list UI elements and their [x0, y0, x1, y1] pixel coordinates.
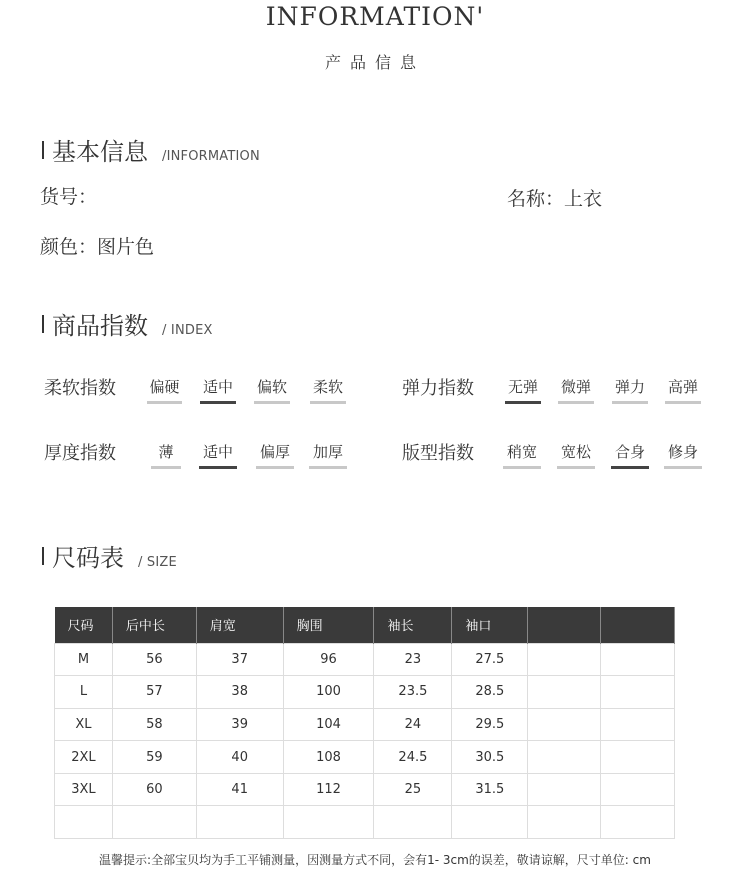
table-cell — [528, 741, 601, 774]
table-cell: 58 — [112, 708, 196, 741]
size-table-header — [55, 607, 675, 643]
header-cell: 胸围 — [283, 607, 374, 643]
table-cell: 100 — [283, 676, 374, 709]
index-option: 适中 — [200, 376, 236, 404]
table-cell: 2XL — [55, 741, 113, 774]
index-option: 偏硬 — [147, 376, 182, 404]
index-option: 无弹 — [505, 376, 541, 404]
index-option: 微弹 — [558, 376, 594, 404]
table-row — [55, 741, 675, 774]
section-basic-zh: 基本信息 — [52, 138, 148, 166]
table-cell: XL — [55, 708, 113, 741]
table-cell: 40 — [196, 741, 283, 774]
table-cell: L — [55, 676, 113, 709]
index-option: 稍宽 — [503, 441, 541, 469]
table-cell: 24.5 — [374, 741, 452, 774]
index-label-softness: 柔软指数 — [44, 378, 116, 399]
section-size-en: / SIZE — [138, 555, 177, 570]
table-cell — [528, 806, 601, 839]
table-row — [55, 708, 675, 741]
index-option: 弹力 — [612, 376, 648, 404]
table-cell: 31.5 — [452, 773, 528, 806]
table-cell: 41 — [196, 773, 283, 806]
hero-title: INFORMATION' — [265, 2, 485, 31]
header-cell: 后中长 — [112, 607, 196, 643]
index-option: 加厚 — [309, 441, 347, 469]
table-cell: 56 — [112, 643, 196, 676]
section-size-title — [42, 538, 177, 573]
table-cell: 30.5 — [452, 741, 528, 774]
hero-subtitle: 产品信息 — [324, 53, 425, 72]
table-cell: 23.5 — [374, 676, 452, 709]
table-cell — [528, 708, 601, 741]
table-row — [55, 773, 675, 806]
header-cell — [528, 607, 601, 643]
table-cell — [55, 806, 113, 839]
table-cell — [528, 773, 601, 806]
header-cell: 袖长 — [374, 607, 452, 643]
index-option: 高弹 — [665, 376, 701, 404]
table-row — [55, 676, 675, 709]
section-index-title — [42, 306, 213, 341]
index-option: 偏厚 — [256, 441, 294, 469]
section-marker — [42, 315, 44, 333]
index-label-thickness: 厚度指数 — [44, 443, 116, 464]
table-cell: 39 — [196, 708, 283, 741]
table-cell: M — [55, 643, 113, 676]
table-cell: 3XL — [55, 773, 113, 806]
item-number: 货号： — [40, 186, 98, 208]
table-cell — [196, 806, 283, 839]
table-cell: 112 — [283, 773, 374, 806]
table-cell: 24 — [374, 708, 452, 741]
table-cell: 37 — [196, 643, 283, 676]
item-name: 名称：上衣 — [507, 188, 603, 210]
table-cell: 25 — [374, 773, 452, 806]
section-basic-title — [42, 132, 260, 167]
table-cell: 38 — [196, 676, 283, 709]
item-color: 颜色：图片色 — [40, 236, 155, 258]
section-size-zh: 尺码表 — [52, 544, 124, 572]
table-cell — [452, 806, 528, 839]
section-index-zh: 商品指数 — [52, 312, 148, 340]
header-cell: 袖口 — [452, 607, 528, 643]
table-cell — [601, 676, 675, 709]
section-basic-en: /INFORMATION — [162, 149, 260, 164]
size-table — [54, 607, 675, 839]
table-cell: 27.5 — [452, 643, 528, 676]
table-cell — [283, 806, 374, 839]
header-cell: 尺码 — [55, 607, 113, 643]
index-option: 合身 — [611, 441, 649, 469]
index-option: 偏软 — [254, 376, 290, 404]
table-cell: 108 — [283, 741, 374, 774]
index-option: 适中 — [199, 441, 237, 469]
table-cell — [601, 741, 675, 774]
table-cell — [528, 676, 601, 709]
index-option: 薄 — [151, 441, 181, 469]
table-cell — [374, 806, 452, 839]
table-cell — [601, 806, 675, 839]
table-cell: 96 — [283, 643, 374, 676]
table-cell — [112, 806, 196, 839]
measurement-note: 温馨提示:全部宝贝均为手工平铺测量，因测量方式不同，会有1- 3cm的误差，敬请谅解，尺寸单位: cm — [99, 853, 651, 867]
table-cell: 29.5 — [452, 708, 528, 741]
index-option: 修身 — [664, 441, 702, 469]
section-marker — [42, 547, 44, 565]
table-cell: 104 — [283, 708, 374, 741]
table-cell: 23 — [374, 643, 452, 676]
header-cell: 肩宽 — [196, 607, 283, 643]
index-option: 宽松 — [557, 441, 595, 469]
table-cell — [528, 643, 601, 676]
index-option: 柔软 — [310, 376, 346, 404]
table-cell — [601, 773, 675, 806]
index-label-fit: 版型指数 — [402, 443, 474, 464]
table-cell — [601, 643, 675, 676]
header-cell — [601, 607, 675, 643]
table-row — [55, 643, 675, 676]
section-index-en: / INDEX — [162, 323, 213, 338]
index-label-elasticity: 弹力指数 — [402, 378, 474, 399]
table-cell: 59 — [112, 741, 196, 774]
section-marker — [42, 141, 44, 159]
table-cell — [601, 708, 675, 741]
table-cell: 28.5 — [452, 676, 528, 709]
table-row — [55, 806, 675, 839]
table-cell: 57 — [112, 676, 196, 709]
table-cell: 60 — [112, 773, 196, 806]
